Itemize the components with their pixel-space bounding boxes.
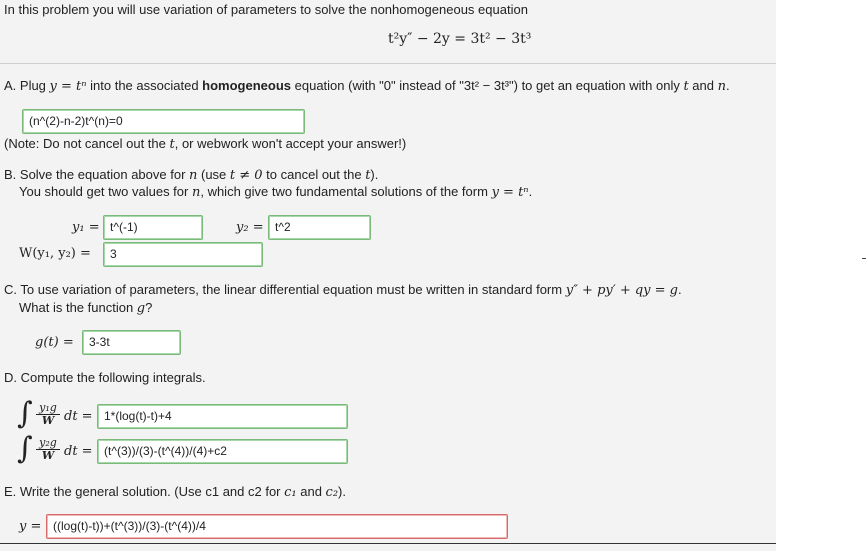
y2-answer-input[interactable]: t^2 (268, 215, 371, 240)
part-b-line2 (19, 184, 532, 201)
int1-dt: dt = (64, 409, 93, 424)
e-c1: c₁ (284, 485, 297, 500)
e-c2: c₂ (325, 485, 339, 500)
y1-answer-input[interactable]: t^(-1) (103, 215, 203, 240)
fraction-2 (36, 437, 60, 462)
wronskian-label: W(y₁, y₂) = (19, 246, 91, 261)
part-a-var-n: n (717, 79, 726, 94)
part-b-line1 (4, 167, 378, 184)
part-a-bold: homogeneous (202, 78, 292, 93)
int1-numerator: y₁g (36, 402, 60, 415)
integral-sign-2: ∫ (17, 431, 33, 466)
part-a-suffix: equation (with "0" instead of "3t² − 3t³") to get an equation with only (291, 78, 684, 93)
int2-dt: dt = (64, 444, 93, 459)
part-a-note (4, 136, 406, 153)
b1-n: n (189, 168, 198, 183)
b2-prefix: You should get two values for (19, 184, 192, 199)
y-label: y = (19, 519, 42, 534)
b2-suffix: , which give two fundamental solutions of the form (200, 184, 492, 199)
int1-denominator: W (41, 414, 55, 427)
part-a-and: and (688, 78, 718, 93)
b1-prefix: B. Solve the equation above for (4, 167, 190, 182)
g-answer-input[interactable]: 3-3t (82, 330, 181, 355)
part-a-var-t: t (683, 79, 689, 94)
part-d-heading: D. Compute the following integrals. (4, 370, 206, 385)
main-equation: t²y″ − 2y = 3t² − 3t³ (388, 31, 532, 47)
intro-text: In this problem you will use variation of parameters to solve the nonhomogeneous equation (4, 2, 528, 17)
note-suffix: , or webwork won't accept your answer!) (174, 136, 407, 151)
b2-form: y = tⁿ (491, 185, 529, 200)
c1-end: . (678, 282, 682, 297)
b2-end: . (528, 184, 533, 199)
integral-1-answer-input[interactable]: 1*(log(t)-t)+4 (97, 404, 348, 429)
fraction-1 (36, 402, 60, 427)
part-e-instruction (4, 484, 346, 501)
b1-cond: t ≠ 0 (229, 168, 263, 183)
bottom-divider (0, 543, 776, 544)
part-a-end: . (725, 78, 730, 93)
part-a-prefix: A. Plug (4, 78, 50, 93)
c2-prefix: What is the function (19, 300, 137, 315)
part-a-answer-input[interactable]: (n^(2)-n-2)t^(n)=0 (22, 109, 305, 134)
part-c-line2 (19, 300, 152, 317)
int2-numerator: y₂g (36, 437, 60, 450)
b1-mid2: to cancel out the (262, 167, 366, 182)
note-prefix: (Note: Do not cancel out the (4, 136, 170, 151)
y1-label: y₁ = (72, 220, 100, 235)
note-t: t (169, 137, 175, 152)
edge-mark (862, 258, 866, 259)
divider (0, 63, 776, 64)
y2-label: y₂ = (236, 220, 264, 235)
b1-end: ). (370, 167, 379, 182)
e-end: ). (338, 484, 346, 499)
c1-prefix: C. To use variation of parameters, the linear differential equation must be written in standard form (4, 282, 566, 297)
b1-mid: (use (197, 167, 230, 182)
c2-g: g (136, 301, 146, 316)
part-a-plug: y = tⁿ (49, 79, 87, 94)
int2-denominator: W (41, 449, 55, 462)
part-a-mid: into the associated (86, 78, 203, 93)
e-prefix: E. Write the general solution. (Use c1 and c2 for (4, 484, 285, 499)
b1-t: t (365, 168, 371, 183)
integral-sign-1: ∫ (17, 396, 33, 431)
integral-2-answer-input[interactable]: (t^(3))/(3)-(t^(4))/(4)+c2 (97, 439, 348, 464)
c2-end: ? (145, 300, 153, 315)
wronskian-answer-input[interactable]: 3 (103, 242, 263, 267)
e-and: and (296, 484, 326, 499)
c1-form: y″ + py′ + qy = g (565, 283, 678, 298)
b2-n: n (191, 185, 201, 200)
part-a-instruction (4, 78, 730, 95)
part-c-line1 (4, 282, 682, 299)
g-label: g(t) = (35, 335, 74, 350)
general-solution-answer-input[interactable]: ((log(t)-t))+(t^(3))/(3)-(t^(4))/4 (46, 514, 508, 539)
